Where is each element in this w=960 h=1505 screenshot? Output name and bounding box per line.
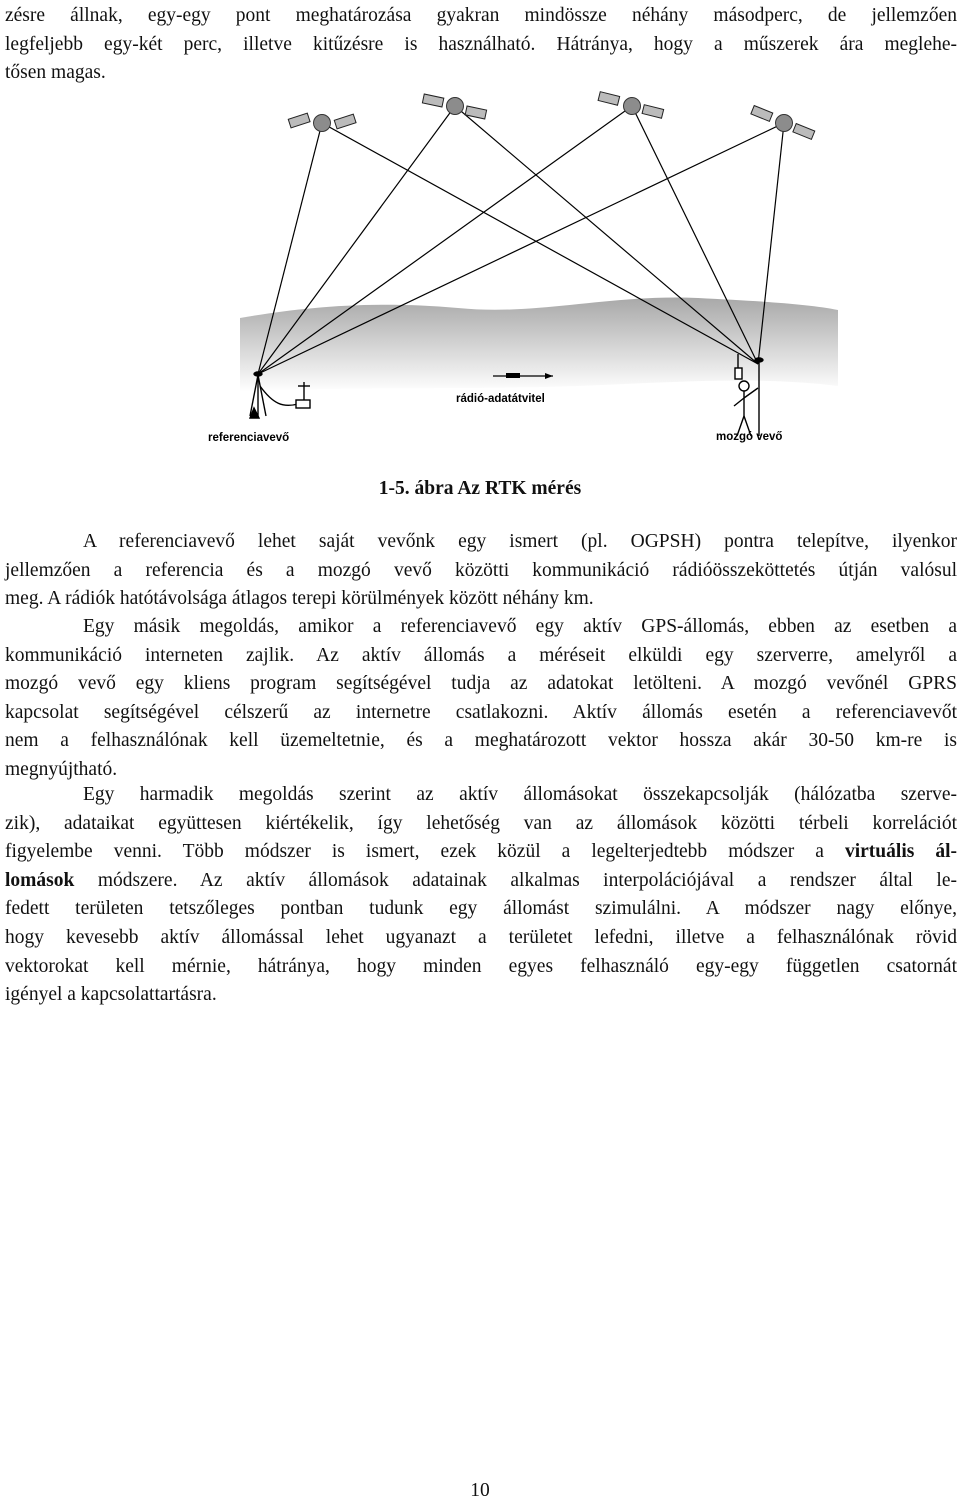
paragraph-text: figyelembe venni. Több módszer is ismert, ezek közül a legelterjedtebb módszer a (5, 841, 845, 863)
paragraph-line: kapcsolat segítségével célszerű az internetre csatlakozni. Aktív állomás esetén a referenciavevőt (5, 701, 957, 723)
paragraph-line: zik), adataikat együttesen kiértékelik, így lehetőség van az állomások közötti térbeli korrelációt (5, 812, 957, 834)
bold-term: virtuális ál- (844, 841, 958, 863)
satellite-icon (288, 113, 356, 131)
paragraph-line: vektorokat kell mérnie, hátránya, hogy minden egyes felhasználó egy-egy független csatornát (5, 955, 957, 977)
paragraph-2 (5, 613, 957, 785)
bold-term: lomások (5, 869, 75, 891)
paragraph-line: nem a felhasználónak kell üzemeltetnie, és a meghatározott vektor hossza akár 30-50 km-re is (5, 730, 957, 752)
paragraph-line: kommunikáció interneten zajlik. Az aktív állomás a méréseit elküldi egy szerverre, amelyről a (5, 644, 957, 666)
paragraph-line: hogy kevesebb aktív állomással lehet ugyanazt a területet lefedni, illetve a felhasználónak rövid (5, 926, 957, 948)
paragraph-line: Egy harmadik megoldás szerint az aktív állomásokat összekapcsolják (hálózatba szerve- (83, 784, 957, 805)
intro-paragraph (5, 2, 957, 88)
paragraph-line: igényel a kapcsolattartásra. (5, 984, 217, 1006)
intro-line: legfeljebb egy-két perc, illetve kitűzésre is használható. Hátránya, hogy a műszerek ára meglehe- (5, 33, 957, 55)
intro-line: zésre állnak, egy-egy pont meghatározása gyakran mindössze néhány másodperc, de jellemzően (5, 5, 957, 26)
rtk-figure (158, 86, 838, 456)
satellite-icon (598, 92, 664, 119)
paragraph-line (5, 867, 957, 896)
paragraph-1 (5, 528, 957, 614)
paragraph-line: meg. A rádiók hatótávolsága átlagos terepi körülmények között néhány km. (5, 588, 594, 610)
paragraph-line: fedett területen tetszőleges pontban tudunk egy állomást szimulálni. A módszer nagy előnye, (5, 898, 957, 920)
radio-link-label: rádió-adatátvitel (456, 393, 545, 405)
paragraph-line: jellemzően a referencia és a mozgó vevő közötti kommunikáció rádióösszeköttetés útján valósul (5, 559, 957, 581)
satellite-icon (422, 94, 486, 119)
intro-line: tősen magas. (5, 62, 106, 84)
paragraph-line: megnyújtható. (5, 758, 118, 780)
page-number: 10 (470, 1480, 490, 1501)
paragraph-text: módszere. Az aktív állomások adatainak alkalmas interpolációjával a rendszer által le- (74, 869, 957, 891)
paragraph-3 (5, 781, 957, 1010)
paragraph-line (5, 838, 957, 867)
paragraph-line: mozgó vevő egy kliens program segítségével tudja az adatokat letölteni. A mozgó vevőnél GPRS (5, 673, 957, 695)
reference-receiver-label: referenciavevő (208, 432, 290, 444)
figure-caption: 1-5. ábra Az RTK mérés (378, 478, 582, 499)
paragraph-line: Egy másik megoldás, amikor a referenciavevő egy aktív GPS-állomás, ebben az esetben a (83, 616, 957, 637)
paragraph-line: A referenciavevő lehet saját vevőnk egy ismert (pl. OGPSH) pontra telepítve, ilyenkor (83, 531, 957, 552)
rover-receiver-label: mozgó vevő (716, 431, 783, 443)
